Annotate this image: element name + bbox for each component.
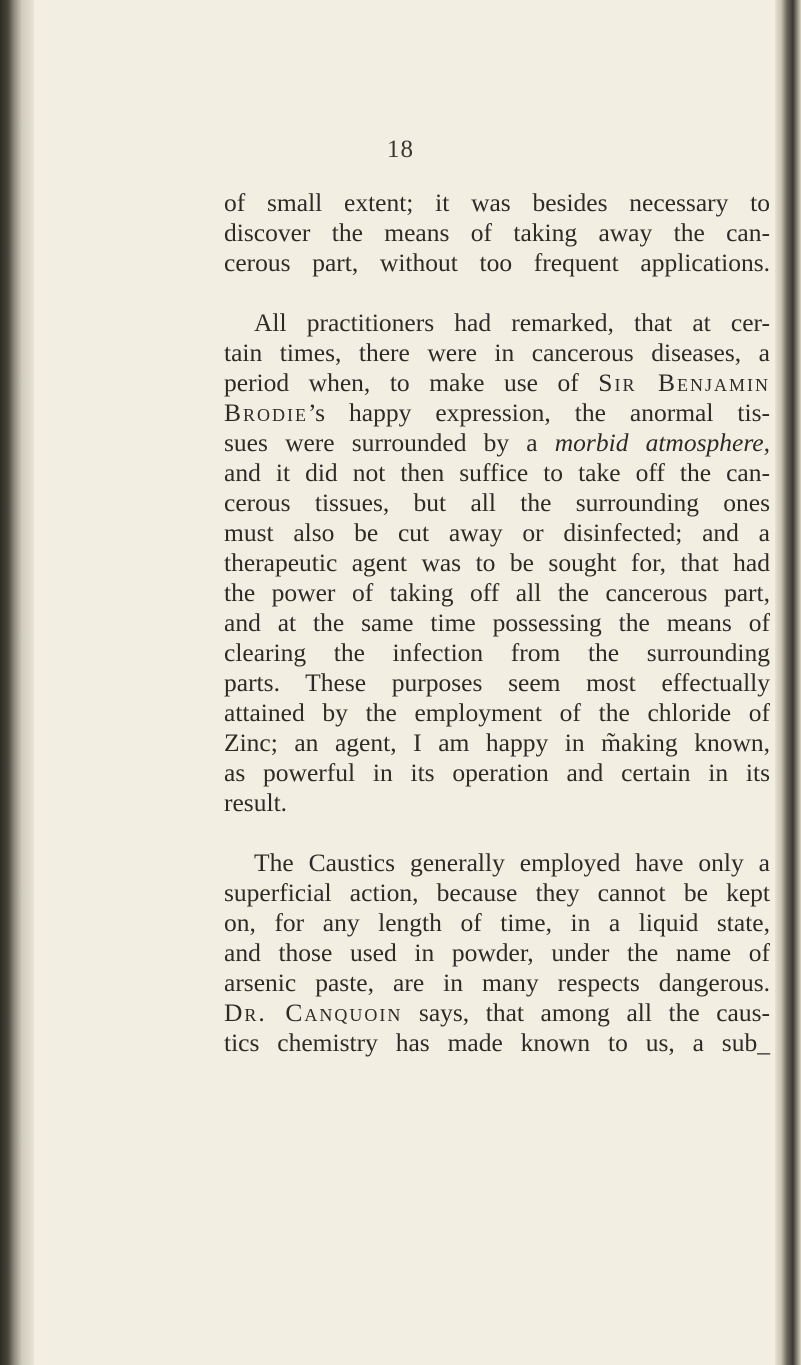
text-line: attained by the employment of the chloride of — [224, 698, 770, 727]
text-line: parts. These purposes seem most effectually — [224, 668, 770, 697]
text-line: must also be cut away or disinfected; and a — [224, 518, 770, 547]
text-line: tics chemistry has made known to us, a sub_ — [224, 1028, 770, 1057]
text-line: period when, to make use of Sir Benjamin — [224, 368, 771, 397]
name-sir-benjamin: Sir Benjamin — [598, 368, 771, 397]
paragraph-2 — [224, 308, 770, 818]
page-number: 18 — [387, 136, 414, 163]
text-line: as powerful in its operation and certain in its — [224, 758, 770, 787]
text-line: and at the same time possessing the means of — [224, 608, 770, 637]
text-line: All practitioners had remarked, that at cer- — [254, 308, 770, 337]
text-line: Dr. Canquoin says, that among all the caus- — [224, 998, 770, 1027]
text-line: on, for any length of time, in a liquid state, — [224, 908, 770, 937]
text-line: clearing the infection from the surrounding — [224, 638, 770, 667]
text-line: arsenic paste, are in many respects dangerous. — [224, 968, 770, 997]
text-line: discover the means of taking away the can- — [224, 218, 770, 247]
text-line: superficial action, because they cannot be kept — [224, 878, 770, 907]
paragraph-1 — [224, 188, 770, 278]
book-binding-edge — [0, 0, 34, 1365]
text-line: therapeutic agent was to be sought for, that had — [224, 548, 770, 577]
text-line: cerous part, without too frequent applications. — [224, 248, 770, 277]
text-line: and it did not then suffice to take off the can- — [224, 458, 770, 487]
body-text — [224, 188, 770, 1058]
text-line: of small extent; it was besides necessary to — [224, 188, 770, 217]
name-brodie: Brodie — [224, 398, 309, 427]
page-edge-strip — [775, 0, 801, 1365]
paragraph-3 — [224, 848, 770, 1058]
text-line: the power of taking off all the cancerous part, — [224, 578, 770, 607]
text-line: cerous tissues, but all the surrounding ones — [224, 488, 770, 517]
text-line: Brodie’s happy expression, the anormal tis- — [224, 398, 770, 427]
text-line: tain times, there were in cancerous diseases, a — [224, 338, 770, 367]
text-line: sues were surrounded by a morbid atmosphere, — [224, 428, 770, 457]
text-line: and those used in powder, under the name of — [224, 938, 770, 967]
text-line: The Caustics generally employed have only a — [254, 848, 770, 877]
italic-phrase: morbid atmosphere, — [554, 428, 770, 457]
name-dr-canquoin: Dr. Canquoin — [224, 998, 403, 1027]
text-line: result. — [224, 788, 288, 817]
text-line: Zinc; an agent, I am happy in m̃aking known, — [224, 728, 770, 757]
